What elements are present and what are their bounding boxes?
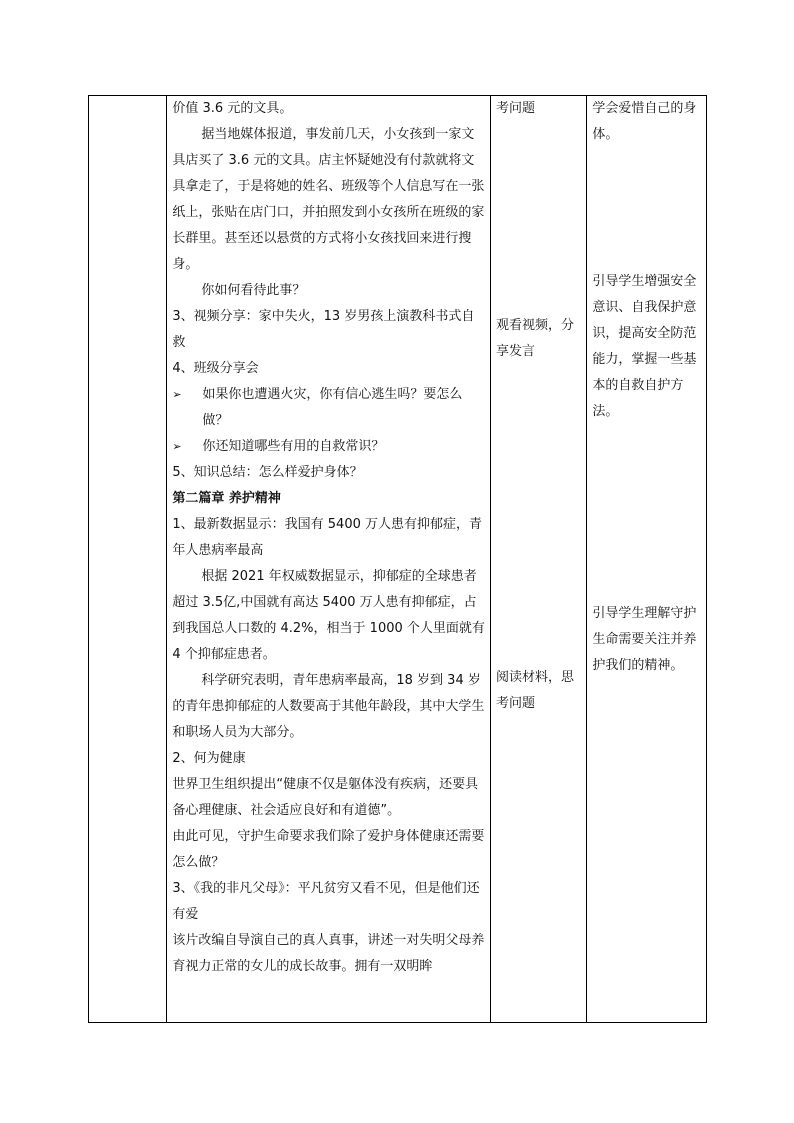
- activity-watch-video: 观看视频，分享发言: [495, 318, 574, 359]
- purpose-safety-awareness: 引导学生增强安全意识、自我保护意识，提高安全防范能力，掌握一些基本的自救自护方法。: [592, 274, 697, 419]
- data-paragraph: 根据 2021 年权威数据显示，抑郁症的全球患者超过 3.5亿,中国就有高达 5400 万人患有抑郁症，占到我国总人口数的 4.2%，相当于 1000 个人里面就有 4 个抑郁症患者。: [172, 569, 485, 662]
- price-line: 价值 3.6 元的文具。: [172, 101, 293, 116]
- question-view: 你如何看待此事？: [201, 283, 306, 298]
- item-4-class-share: 4、班级分享会: [172, 361, 259, 376]
- bullet-item: [172, 382, 485, 434]
- item-2-health: 2、何为健康: [172, 751, 246, 766]
- arrow-bullet-icon: ➢: [172, 440, 182, 453]
- blank-cell: [89, 96, 167, 1023]
- film-description: 该片改编自导演自己的真人真事，讲述一对失明父母养育视力正常的女儿的成长故事。拥有一双明眸: [172, 933, 485, 974]
- bullet-text-fire-escape: 如果你也遭遇火灾，你有信心逃生吗？要怎么做？: [202, 387, 463, 428]
- table-row: [89, 96, 707, 1023]
- item-3-video-share: 3、视频分享：家中失火，13 岁男孩上演教科书式自救: [172, 309, 475, 350]
- teaching-content-cell: [167, 96, 491, 1023]
- activity-read-material: 阅读材料，思考问题: [495, 670, 574, 711]
- item-3-film: 3、《我的非凡父母》：平凡贫穷又看不见，但是他们还有爱: [172, 881, 480, 922]
- lesson-plan-table: [88, 95, 707, 1023]
- item-5-summary: 5、知识总结：怎么样爱护身体？: [172, 465, 363, 480]
- activity-think-question: 考问题: [495, 101, 535, 116]
- purpose-nurture-spirit: 引导学生理解守护生命需要关注并养护我们的精神。: [592, 606, 697, 673]
- bullet-text-self-rescue: 你还知道哪些有用的自救常识？: [202, 439, 385, 454]
- design-purpose-cell: [587, 96, 707, 1023]
- arrow-bullet-icon: ➢: [172, 388, 182, 401]
- who-quote: 世界卫生组织提出“健康不仅是躯体没有疾病，还要具备心理健康、社会适应良好和有道德”。: [172, 777, 479, 818]
- bullet-item: [172, 434, 485, 460]
- item-1-depression-data: 1、最新数据显示：我国有 5400 万人患有抑郁症，青年人患病率最高: [172, 517, 482, 558]
- chapter-2-title: 第二篇章 养护精神: [172, 491, 281, 506]
- conclusion-question: 由此可见，守护生命要求我们除了爱护身体健康还需要怎么做？: [172, 829, 485, 870]
- news-report-paragraph: 据当地媒体报道，事发前几天，小女孩到一家文具店买了 3.6 元的文具。店主怀疑她没有付款就将文具拿走了，于是将她的姓名、班级等个人信息写在一张纸上，张贴在店门口，并拍照发到小女孩所在班级的家长群里。甚至还以悬赏的方式将小女孩找回来进行搜身。: [172, 127, 485, 272]
- student-activity-cell: [490, 96, 586, 1023]
- purpose-cherish-body: 学会爱惜自己的身体。: [592, 101, 697, 142]
- research-paragraph: 科学研究表明，青年患病率最高，18 岁到 34 岁的青年患抑郁症的人数要高于其他年龄段，其中大学生和职场人员为大部分。: [172, 673, 485, 740]
